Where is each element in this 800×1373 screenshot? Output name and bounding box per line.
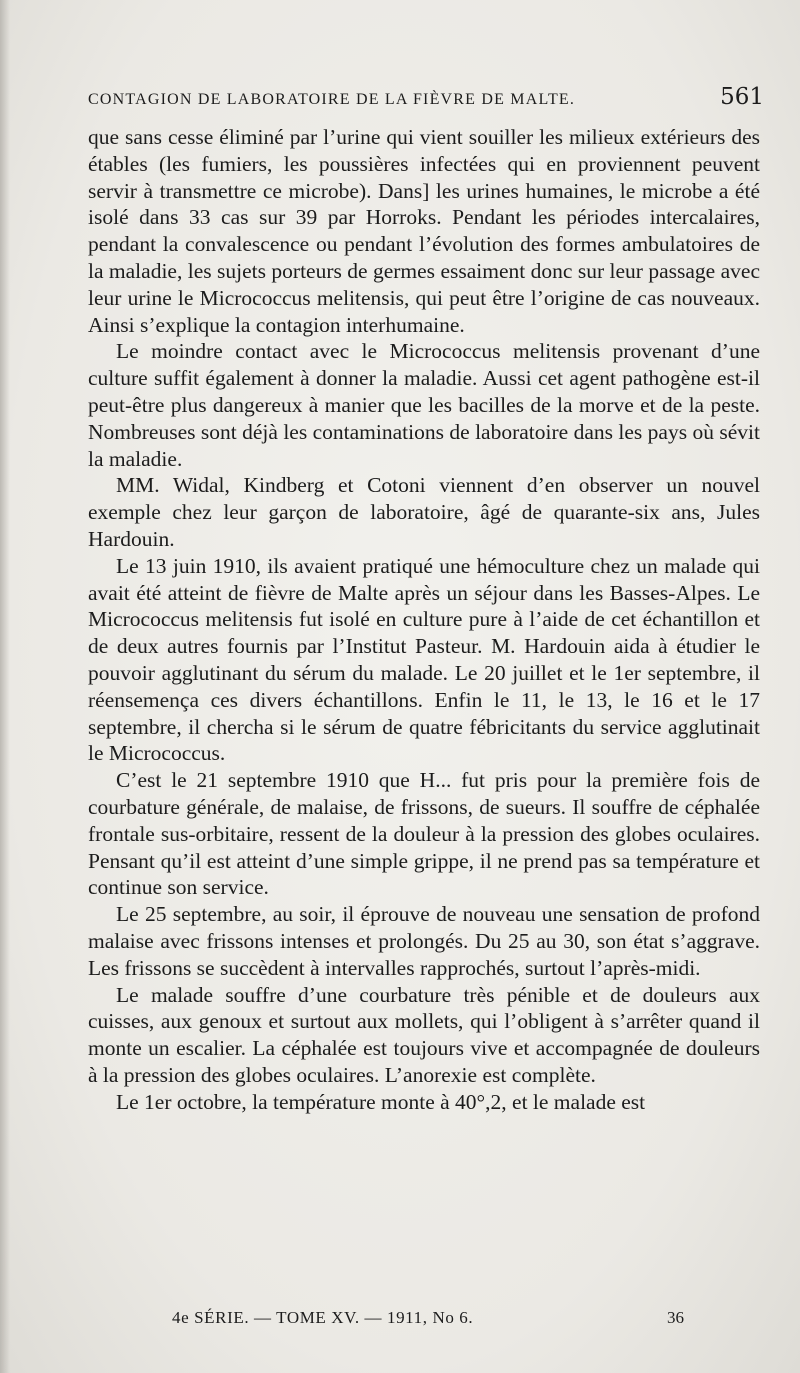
paragraph: Le moindre contact avec le Micrococcus melitensis provenant d’une culture suffit également à donner la maladie. Aussi cet agent pathogène est-il peut-être plus dangereux à manier que les bacilles de la morve et de la peste. Nombreuses sont déjà les contaminations de laboratoire dans les pays où sévit la maladie. [88,339,760,471]
running-head: CONTAGION DE LABORATOIRE DE LA FIÈVRE DE MALTE. [88,91,576,108]
sheet-number: 36 [667,1308,684,1327]
page-edge-shadow [0,0,10,1373]
page-number: 561 [720,84,764,110]
article-body [88,124,760,1115]
paragraph: que sans cesse éliminé par l’urine qui vient souiller les milieux extérieurs des étables (les fumiers, les poussières infectées qui en proviennent peuvent servir à transmettre ce microbe). Dans] les urines humaines, le microbe a été isolé dans 33 cas sur 39 par Horroks. Pendant les périodes intercalaires, pendant la convalescence ou pendant l’évolution des formes ambulatoires de la maladie, les sujets porteurs de germes essaiment donc sur leur passage avec leur urine le Micrococcus melitensis, qui peut être l’origine de cas nouveaux. Ainsi s’explique la contagion interhumaine. [88,125,760,337]
paragraph: Le 1er octobre, la température monte à 40°,2, et le malade est [116,1089,646,1114]
page-footer [172,1308,684,1328]
paragraph: Le 13 juin 1910, ils avaient pratiqué une hémoculture chez un malade qui avait été atteint de fièvre de Malte après un séjour dans les Basses-Alpes. Le Micrococcus melitensis fut isolé en culture pure à l’aide de cet échantillon et de deux autres fournis par l’Institut Pasteur. M. Hardouin aida à étudier le pouvoir agglutinant du sérum du malade. Le 20 juillet et le 1er septembre, il réensemença ces divers échantillons. Enfin le 11, le 13, le 16 et le 17 septembre, il chercha si le sérum de quatre fébricitants du service agglutinait le Micrococcus. [88,553,760,766]
paragraph: Le malade souffre d’une courbature très pénible et de douleurs aux cuisses, aux genoux et surtout aux mollets, qui l’obligent à s’arrêter quand il monte un escalier. La céphalée est toujours vive et accompagnée de douleurs à la pression des globes oculaires. L’anorexie est complète. [88,982,760,1087]
issue-signature: 4e SÉRIE. — TOME XV. — 1911, No 6. [172,1308,474,1327]
paragraph: C’est le 21 septembre 1910 que H... fut pris pour la première fois de courbature générale, de malaise, de frissons, de sueurs. Il souffre de céphalée frontale sus-orbitaire, ressent de la douleur à la pression des globes oculaires. Pensant qu’il est atteint d’une simple grippe, il ne prend pas sa température et continue son service. [88,768,760,900]
paragraph: MM. Widal, Kindberg et Cotoni viennent d’en observer un nouvel exemple chez leur garçon de laboratoire, âgé de quarante-six ans, Jules Hardouin. [88,473,760,551]
paragraph: Le 25 septembre, au soir, il éprouve de nouveau une sensation de profond malaise avec frissons intenses et prolongés. Du 25 au 30, son état s’aggrave. Les frissons se succèdent à intervalles rapprochés, surtout l’après-midi. [88,902,760,980]
page-header [88,84,764,110]
